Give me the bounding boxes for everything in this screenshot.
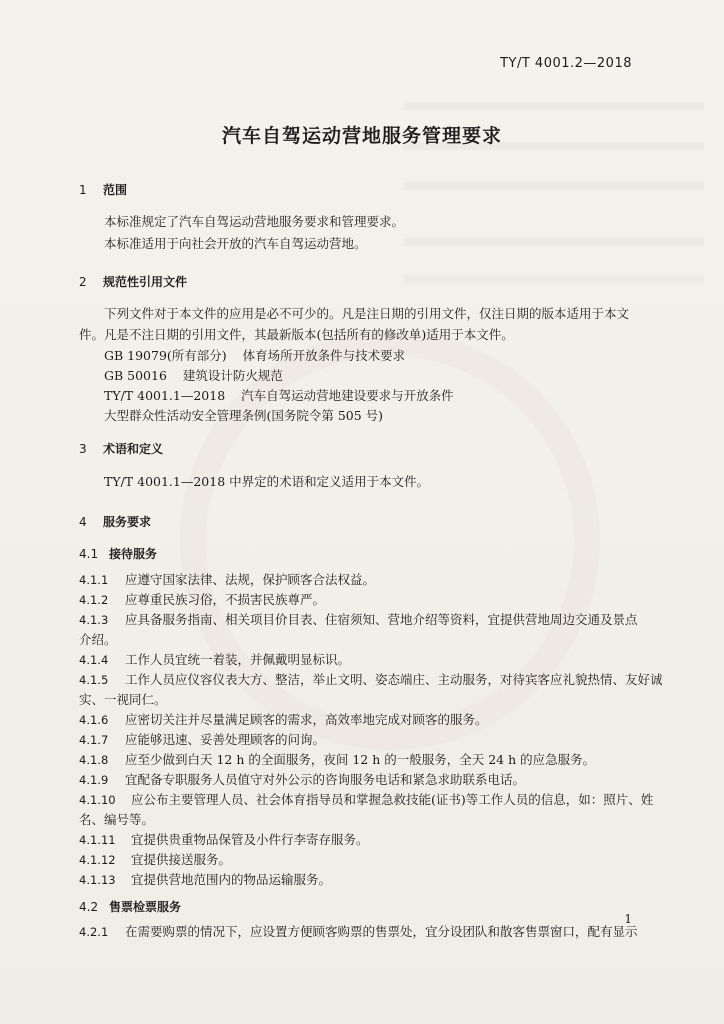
clause-number: 4.1.9 bbox=[79, 773, 109, 787]
clause-number: 4.1.2 bbox=[79, 593, 109, 607]
section-title: 术语和定义 bbox=[103, 442, 164, 456]
clause-item bbox=[79, 670, 663, 690]
clause-number: 4.1.5 bbox=[79, 673, 109, 687]
clause-item bbox=[79, 850, 231, 870]
clause-number: 4.1.6 bbox=[79, 713, 109, 727]
clause-text: 宜提供贵重物品保管及小件行李寄存服务。 bbox=[131, 832, 369, 847]
clause-number: 4.1.12 bbox=[79, 853, 116, 867]
clause-text: 应具备服务指南、相关项目价目表、住宿须知、营地介绍等资料，宜提供营地周边交通及景点 bbox=[125, 612, 638, 627]
clause-text: 应能够迅速、妥善处理顾客的问询。 bbox=[125, 732, 326, 747]
document-code: TY/T 4001.2—2018 bbox=[500, 56, 632, 71]
section-title: 规范性引用文件 bbox=[103, 275, 188, 289]
subsection-heading-reception bbox=[79, 545, 157, 562]
section-number: 2 bbox=[79, 275, 87, 289]
reference-entry bbox=[104, 346, 405, 364]
clause-number: 4.2.1 bbox=[79, 925, 109, 939]
section-number: 3 bbox=[79, 442, 87, 456]
paragraph: 本标准规定了汽车自驾运动营地服务要求和管理要求。 bbox=[104, 214, 405, 229]
clause-item bbox=[79, 650, 350, 670]
reference-title: 大型群众性活动安全管理条例(国务院令第 505 号) bbox=[104, 408, 384, 423]
section-title: 范围 bbox=[103, 183, 128, 197]
clause-item bbox=[79, 750, 595, 770]
subsection-number: 4.1 bbox=[79, 547, 99, 561]
clause-item bbox=[79, 590, 325, 610]
clause-number: 4.1.13 bbox=[79, 873, 116, 887]
section-number: 4 bbox=[79, 515, 87, 529]
clause-continuation: 实、一视同仁。 bbox=[79, 692, 167, 707]
document-title: 汽车自驾运动营地服务管理要求 bbox=[221, 125, 502, 147]
reference-code: GB 50016 bbox=[104, 368, 167, 383]
clause-item bbox=[79, 790, 653, 810]
clause-continuation: 名、编号等。 bbox=[79, 812, 155, 827]
reference-entry bbox=[104, 386, 454, 404]
section-title: 服务要求 bbox=[103, 515, 152, 529]
subsection-number: 4.2 bbox=[79, 900, 99, 914]
paragraph: TY/T 4001.1—2018 中界定的术语和定义适用于本文件。 bbox=[104, 474, 430, 489]
reference-code: GB 19079(所有部分) bbox=[104, 348, 227, 363]
clause-item bbox=[79, 710, 488, 730]
clause-number: 4.1.7 bbox=[79, 733, 109, 747]
reference-title: 建筑设计防火规范 bbox=[182, 368, 283, 383]
section-heading-scope bbox=[79, 181, 127, 198]
reference-entry bbox=[104, 406, 383, 424]
reference-entry bbox=[104, 366, 283, 384]
clause-number: 4.1.10 bbox=[79, 793, 116, 807]
subsection-heading-ticketing bbox=[79, 898, 181, 915]
clause-item bbox=[79, 570, 375, 590]
clause-item bbox=[79, 922, 638, 942]
clause-text: 应公布主要管理人员、社会体育指导员和掌握急救技能(证书)等工作人员的信息，如：照片、姓 bbox=[131, 792, 654, 807]
section-number: 1 bbox=[79, 183, 87, 197]
clause-item bbox=[79, 610, 638, 630]
clause-text: 宜提供接送服务。 bbox=[131, 852, 232, 867]
subsection-title: 接待服务 bbox=[109, 547, 158, 561]
clause-text: 应遵守国家法律、法规，保护顾客合法权益。 bbox=[125, 572, 376, 587]
reference-title: 汽车自驾运动营地建设要求与开放条件 bbox=[241, 388, 454, 403]
clause-continuation: 介绍。 bbox=[79, 632, 117, 647]
clause-item bbox=[79, 870, 331, 890]
clause-number: 4.1.1 bbox=[79, 573, 109, 587]
section-heading-normative-references bbox=[79, 273, 187, 290]
clause-text: 在需要购票的情况下，应设置方便顾客购票的售票处，宜分设团队和散客售票窗口，配有显示 bbox=[125, 924, 638, 939]
clause-number: 4.1.11 bbox=[79, 833, 116, 847]
clause-text: 应密切关注并尽量满足顾客的需求，高效率地完成对顾客的服务。 bbox=[125, 712, 488, 727]
paragraph: 下列文件对于本文件的应用是必不可少的。凡是注日期的引用文件，仅注日期的版本适用于本文 bbox=[104, 306, 630, 321]
clause-item bbox=[79, 730, 325, 750]
paragraph-continuation: 件。凡是不注日期的引用文件，其最新版本(包括所有的修改单)适用于本文件。 bbox=[79, 327, 514, 342]
reference-title: 体育场所开放条件与技术要求 bbox=[242, 348, 406, 363]
clause-number: 4.1.8 bbox=[79, 753, 109, 767]
subsection-title: 售票检票服务 bbox=[109, 900, 182, 914]
clause-text: 应尊重民族习俗，不损害民族尊严。 bbox=[125, 592, 326, 607]
clause-text: 应至少做到白天 12 h 的全面服务，夜间 12 h 的一般服务，全天 24 h 的应急服务。 bbox=[125, 752, 596, 767]
clause-text: 工作人员宜统一着装，并佩戴明显标识。 bbox=[125, 652, 351, 667]
clause-text: 宜提供营地范围内的物品运输服务。 bbox=[131, 872, 332, 887]
clause-item bbox=[79, 830, 369, 850]
clause-text: 宜配备专职服务人员值守对外公示的咨询服务电话和紧急求助联系电话。 bbox=[125, 772, 526, 787]
clause-number: 4.1.3 bbox=[79, 613, 109, 627]
clause-text: 工作人员应仪容仪表大方、整洁，举止文明、姿态端庄、主动服务，对待宾客应礼貌热情、友好诚 bbox=[125, 672, 663, 687]
clause-item bbox=[79, 770, 525, 790]
reference-code: TY/T 4001.1—2018 bbox=[104, 388, 226, 403]
section-heading-service-requirements bbox=[79, 513, 151, 530]
page-number: 1 bbox=[624, 912, 632, 926]
section-heading-terms bbox=[79, 440, 163, 457]
clause-number: 4.1.4 bbox=[79, 653, 109, 667]
paragraph: 本标准适用于向社会开放的汽车自驾运动营地。 bbox=[104, 236, 367, 251]
